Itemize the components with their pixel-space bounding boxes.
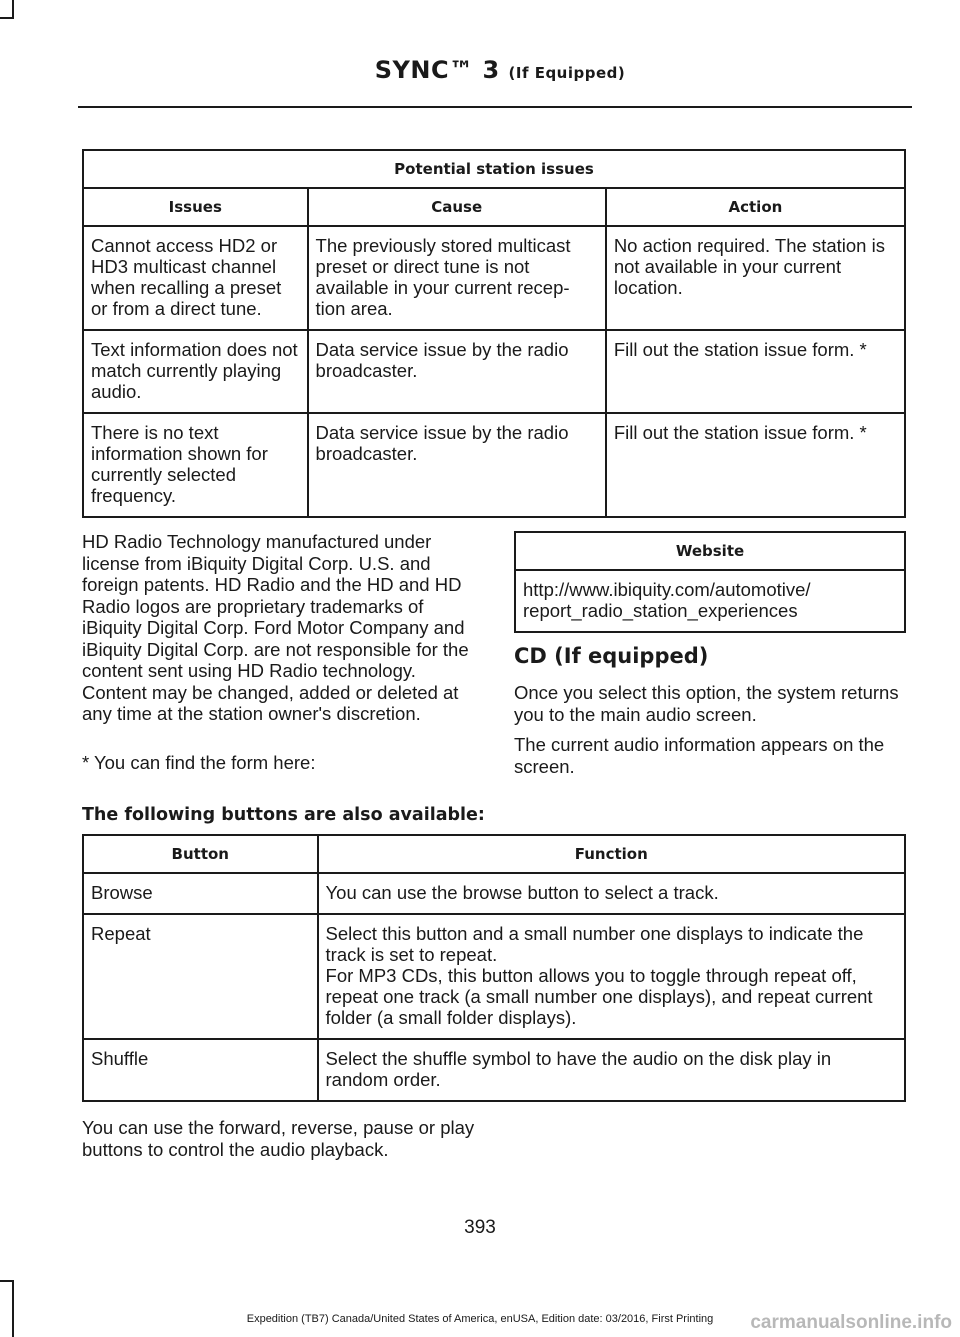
issue-cell: Cannot access HD2 or HD3 multicast channel when recalling a preset or from a direct tune. xyxy=(83,226,308,330)
action-cell: Fill out the station issue form. * xyxy=(606,330,905,413)
column-header-action: Action xyxy=(606,188,905,226)
table-row xyxy=(83,413,905,517)
button-name-cell: Browse xyxy=(83,873,318,914)
function-cell: Select the shuffle symbol to have the audio on the disk play in random order. xyxy=(318,1039,905,1101)
header-rule xyxy=(78,106,912,108)
cause-cell: The previously stored multicast preset or direct tune is not available in your current recep- tion area. xyxy=(308,226,606,330)
action-cell: No action required. The station is not available in your current location. xyxy=(606,226,905,330)
function-line: For MP3 CDs, this button allows you to toggle through repeat off, repeat one track (a small number one displays), and repeat current folder (a small folder displays). xyxy=(325,965,873,1028)
website-url: http://www.ibiquity.com/automotive/ report_radio_station_experiences xyxy=(515,570,905,632)
table-caption: Potential station issues xyxy=(83,150,905,188)
issue-cell: There is no text information shown for currently selected frequency. xyxy=(83,413,308,517)
buttons-heading: The following buttons are also available: xyxy=(82,805,485,825)
hd-radio-paragraph: HD Radio Technology manufactured under license from iBiquity Digital Corp. U.S. and foreign patents. HD Radio and the HD and HD Radio logos are proprietary trademarks of iBiquity Digital Corp. Ford Motor Company and iBiquity Digital Corp. are not responsible for the content sent using HD Radio technology. Content may be changed, added or deleted at any time at the station owner's discretion. xyxy=(82,531,469,724)
page-header xyxy=(0,56,960,84)
action-cell: Fill out the station issue form. * xyxy=(606,413,905,517)
column-header-button: Button xyxy=(83,835,318,873)
form-note: * You can find the form here: xyxy=(82,752,316,773)
website-table xyxy=(514,531,906,633)
table-row xyxy=(83,914,905,1039)
column-header-cause: Cause xyxy=(308,188,606,226)
column-header-issues: Issues xyxy=(83,188,308,226)
header-qualifier: (If Equipped) xyxy=(508,64,626,82)
header-title: SYNC™ 3 xyxy=(374,56,500,84)
button-name-cell: Repeat xyxy=(83,914,318,1039)
issue-cell: Text information does not match currently playing audio. xyxy=(83,330,308,413)
crop-mark-top-left xyxy=(12,0,14,18)
column-header-function: Function xyxy=(318,835,905,873)
function-line: Select this button and a small number one displays to indicate the track is set to repeat. xyxy=(325,923,864,965)
cd-heading: CD (If equipped) xyxy=(514,644,709,668)
watermark-logo: carmanualsonline.info xyxy=(750,1312,952,1333)
crop-mark-bottom-left xyxy=(12,1280,14,1337)
station-issues-table xyxy=(82,149,906,518)
table-row xyxy=(83,330,905,413)
page-number: 393 xyxy=(464,1217,496,1238)
table-row xyxy=(83,873,905,914)
table-row xyxy=(83,226,905,330)
function-cell: You can use the browse button to select a track. xyxy=(318,873,905,914)
button-name-cell: Shuffle xyxy=(83,1039,318,1101)
cd-paragraph-1: Once you select this option, the system returns you to the main audio screen. xyxy=(514,682,899,725)
playback-paragraph: You can use the forward, reverse, pause or play buttons to control the audio playback. xyxy=(82,1117,475,1160)
crop-mark-top-left-h xyxy=(0,17,14,19)
table-row xyxy=(83,1039,905,1101)
cd-paragraph-2: The current audio information appears on the screen. xyxy=(514,734,885,777)
buttons-table xyxy=(82,834,906,1102)
footer-edition: Expedition (TB7) Canada/United States of America, enUSA, Edition date: 03/2016, First Printing xyxy=(246,1313,714,1325)
website-header: Website xyxy=(515,532,905,570)
function-cell xyxy=(318,914,905,1039)
crop-mark-bottom-left-h xyxy=(0,1280,14,1282)
cause-cell: Data service issue by the radio broadcaster. xyxy=(308,413,606,517)
cause-cell: Data service issue by the radio broadcaster. xyxy=(308,330,606,413)
